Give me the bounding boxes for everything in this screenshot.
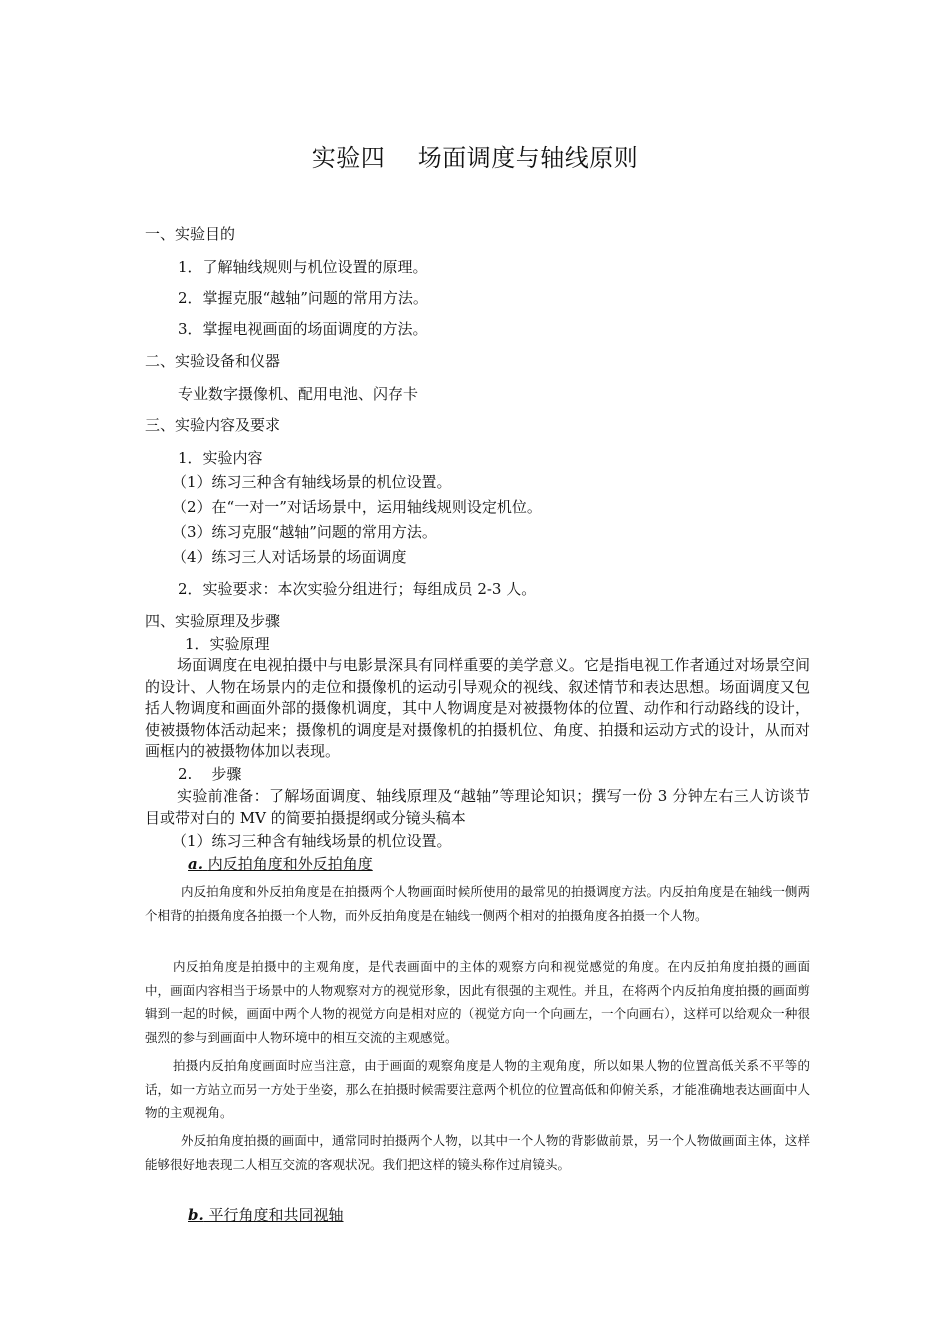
subheading-marker: a. bbox=[188, 855, 203, 873]
subheading-label: 平行角度和共同视轴 bbox=[208, 1206, 344, 1224]
subheading-marker: b. bbox=[188, 1206, 204, 1224]
page-title: 实验四 场面调度与轴线原则 bbox=[311, 144, 639, 172]
content-item: （1）练习三种含有轴线场景的机位设置。 bbox=[172, 473, 452, 491]
section-heading-content: 三、实验内容及要求 bbox=[145, 416, 281, 434]
reverse-angle-paragraph: 拍摄内反拍角度画面时应当注意，由于画面的观察角度是人物的主观角度，所以如果人物的位置高低关系不平等的话，如一方站立而另一方处于坐姿，那么在拍摄时候需要注意两个机位的位置高低和仰俯关系，才能准确地表达画面中人物的主观视角。 bbox=[145, 1058, 810, 1121]
section-heading-equipment: 二、实验设备和仪器 bbox=[145, 352, 281, 370]
section-heading-principle: 四、实验原理及步骤 bbox=[145, 612, 281, 630]
content-item: （4）练习三人对话场景的场面调度 bbox=[172, 548, 407, 566]
purpose-item: 1．了解轴线规则与机位设置的原理。 bbox=[178, 258, 428, 276]
reverse-angle-paragraph: 外反拍角度拍摄的画面中，通常同时拍摄两个人物，以其中一个人物的背影做前景，另一个人物做画面主体，这样能够很好地表现二人相互交流的客观状况。我们把这样的镜头称作过肩镜头。 bbox=[145, 1133, 810, 1172]
purpose-item: 2．掌握克服“越轴”问题的常用方法。 bbox=[178, 289, 428, 307]
content-item: （2）在“一对一”对话场景中，运用轴线规则设定机位。 bbox=[172, 498, 542, 516]
requirement-text: 2．实验要求：本次实验分组进行；每组成员 2-3 人。 bbox=[178, 580, 537, 598]
purpose-item: 3．掌握电视画面的场面调度的方法。 bbox=[178, 320, 428, 338]
section-heading-purpose: 一、实验目的 bbox=[145, 225, 236, 243]
subheading-reverse-angles bbox=[188, 854, 373, 874]
subheading-label: 内反拍角度和外反拍角度 bbox=[207, 855, 373, 873]
principle-subheading: 1．实验原理 bbox=[185, 635, 270, 653]
step-item: （1）练习三种含有轴线场景的机位设置。 bbox=[172, 832, 452, 850]
equipment-text: 专业数字摄像机、配用电池、闪存卡 bbox=[178, 385, 419, 403]
principle-paragraph: 场面调度在电视拍摄中与电影景深具有同样重要的美学意义。它是指电视工作者通过对场景空间的设计、人物在场景内的走位和摄像机的运动引导观众的视线、叙述情节和表达思想。场面调度又包括人物调度和画面外部的摄像机调度，其中人物调度是对被摄物体的位置、动作和行动路线的设计，使被摄物体活动起来；摄像机的调度是对摄像机的拍摄机位、角度、拍摄和运动方式的设计，从而对画框内的被摄物体加以表现。 bbox=[145, 656, 810, 760]
steps-subheading: 2. 步骤 bbox=[178, 765, 242, 783]
content-subheading: 1．实验内容 bbox=[178, 449, 263, 467]
reverse-angle-paragraph: 内反拍角度和外反拍角度是在拍摄两个人物画面时候所使用的最常见的拍摄调度方法。内反拍角度是在轴线一侧两个相背的拍摄角度各拍摄一个人物，而外反拍角度是在轴线一侧两个相对的拍摄角度各拍摄一个人物。 bbox=[145, 884, 810, 923]
preparation-paragraph: 实验前准备：了解场面调度、轴线原理及“越轴”等理论知识；撰写一份 3 分钟左右三人访谈节目或带对白的 MV 的简要拍摄提纲或分镜头稿本 bbox=[145, 787, 810, 827]
subheading-parallel-angles bbox=[188, 1205, 344, 1225]
reverse-angle-paragraph: 内反拍角度是拍摄中的主观角度，是代表画面中的主体的观察方向和视觉感觉的角度。在内反拍角度拍摄的画面中，画面内容相当于场景中的人物观察对方的视觉形象，因此有很强的主观性。并且，在将两个内反拍角度拍摄的画面剪辑到一起的时候，画面中两个人物的视觉方向是相对应的（视觉方向一个向画左，一个向画右），这样可以给观众一种很强烈的参与到画面中人物环境中的相互交流的主观感觉。 bbox=[145, 959, 810, 1045]
content-item: （3）练习克服“越轴”问题的常用方法。 bbox=[172, 523, 437, 541]
